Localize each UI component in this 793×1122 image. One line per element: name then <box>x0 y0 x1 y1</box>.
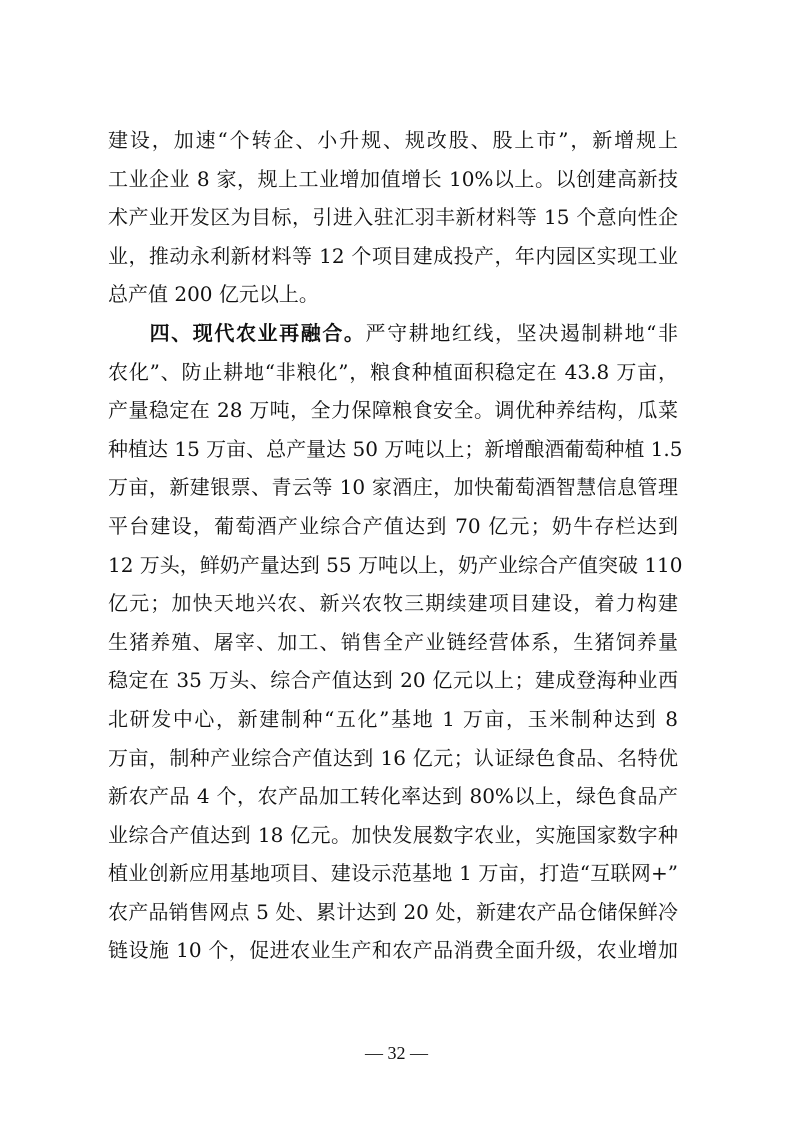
text-line: 链设施 10 个，促进农业生产和农产品消费全面升级，农业增加 <box>108 938 678 963</box>
text-line: 12 万头，鲜奶产量达到 55 万吨以上，奶产业综合产值突破 110 <box>108 552 683 577</box>
text-line: 总产值 200 亿元以上。 <box>108 282 319 307</box>
text-line: 业，推动永利新材料等 12 个项目建成投产，年内园区实现工业 <box>108 243 678 268</box>
text-line: 业综合产值达到 18 亿元。加快发展数字农业，实施国家数字种 <box>108 822 678 847</box>
text-line: 种植达 15 万亩、总产量达 50 万吨以上；新增酿酒葡萄种植 1.5 <box>108 436 683 461</box>
body-text <box>108 121 683 970</box>
text-line: 植业创新应用基地项目、建设示范基地 1 万亩，打造“互联网+” <box>108 861 678 886</box>
page-number: — 32 — <box>365 1043 428 1063</box>
text-line: 万亩，新建银票、青云等 10 家酒庄，加快葡萄酒智慧信息管理 <box>108 475 678 500</box>
text-line: 新农产品 4 个，农产品加工转化率达到 80%以上，绿色食品产 <box>108 784 678 809</box>
text-line: 万亩，制种产业综合产值达到 16 亿元；认证绿色食品、名特优 <box>108 745 678 770</box>
text-line: 建设，加速“个转企、小升规、规改股、股上市”，新增规上 <box>108 128 678 152</box>
section-heading-line <box>108 314 678 353</box>
text-span: 严守耕地红线，坚决遏制耕地“非 <box>365 320 678 345</box>
text-line: 稳定在 35 万头、综合产值达到 20 亿元以上；建成登海种业西 <box>108 668 678 693</box>
text-line: 工业企业 8 家，规上工业增加值增长 10%以上。以创建高新技 <box>108 166 678 191</box>
text-line: 产量稳定在 28 万吨，全力保障粮食安全。调优种养结构，瓜菜 <box>108 398 678 423</box>
text-line: 亿元；加快天地兴农、新兴农牧三期续建项目建设，着力构建 <box>108 591 678 616</box>
section-heading: 四、现代农业再融合。 <box>148 320 366 345</box>
text-line: 术产业开发区为目标，引进入驻汇羽丰新材料等 15 个意向性企 <box>108 205 678 230</box>
text-line: 生猪养殖、屠宰、加工、销售全产业链经营体系，生猪饲养量 <box>108 629 678 654</box>
text-line: 平台建设，葡萄酒产业综合产值达到 70 亿元；奶牛存栏达到 <box>108 513 678 538</box>
text-line: 北研发中心，新建制种“五化”基地 1 万亩，玉米制种达到 8 <box>108 706 678 731</box>
text-line: 农化”、防止耕地“非粮化”，粮食种植面积稳定在 43.8 万亩， <box>108 359 678 384</box>
text-line: 农产品销售网点 5 处、累计达到 20 处，新建农产品仓储保鲜冷 <box>108 899 678 924</box>
